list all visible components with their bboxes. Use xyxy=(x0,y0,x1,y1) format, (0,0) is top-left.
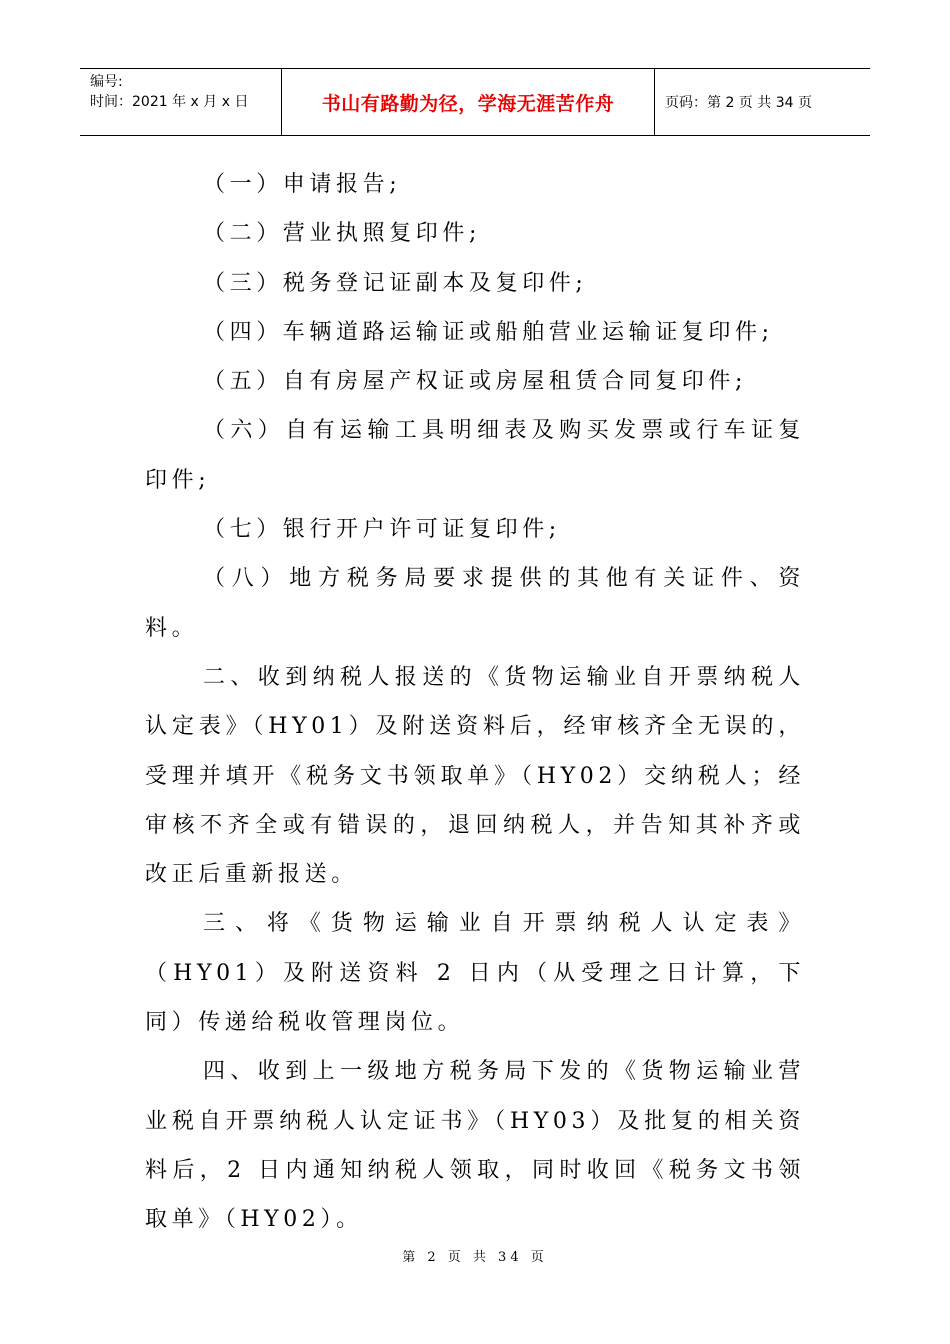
number-label: 编号: xyxy=(90,74,123,90)
list-item: （四）车辆道路运输证或船舶营业运输证复印件; xyxy=(203,319,774,345)
list-item: （七）银行开户许可证复印件; xyxy=(203,517,561,543)
header-meta xyxy=(80,69,282,135)
paragraph: 四、收到上一级地方税务局下发的《货物运输业营业税自开票纳税人认定证书》（HY03）及批复的相关资料后，2 日内通知纳税人领取，同时收回《税务文书领取单》（HY02）。 xyxy=(145,1059,805,1233)
list-item: （一）申请报告; xyxy=(203,172,402,197)
list-item: （三）税务登记证副本及复印件; xyxy=(203,270,588,296)
page-header xyxy=(80,68,870,136)
header-page-info: 页码：第 2 页 共 34 页 xyxy=(665,95,812,111)
list-item: （五）自有房屋产权证或房屋租赁合同复印件; xyxy=(203,369,748,395)
list-item: （六）自有运输工具明细表及购买发票或行车证复印件; xyxy=(145,418,805,493)
document-body xyxy=(145,160,805,1245)
paragraph: 二、收到纳税人报送的《货物运输业自开票纳税人认定表》（HY01）及附送资料后，经审核齐全无误的，受理并填开《税务文书领取单》（HY02）交纳税人；经审核不齐全或有错误的，退回纳税人，并告知其补齐或改正后重新报送。 xyxy=(145,664,805,888)
header-motto: 书山有路勤为径，学海无涯苦作舟 xyxy=(282,69,655,135)
paragraph: 三、将《货物运输业自开票纳税人认定表》（HY01）及附送资料 2 日内（从受理之日计算，下同）传递给税收管理岗位。 xyxy=(145,911,805,1036)
list-item: （二）营业执照复印件; xyxy=(203,221,482,247)
time-label: 时间：2021 年 x 月 x 日 xyxy=(90,94,249,110)
list-item: （八）地方税务局要求提供的其他有关证件、资料。 xyxy=(145,566,805,641)
page-footer: 第 2 页 共 34 页 xyxy=(402,1250,548,1265)
